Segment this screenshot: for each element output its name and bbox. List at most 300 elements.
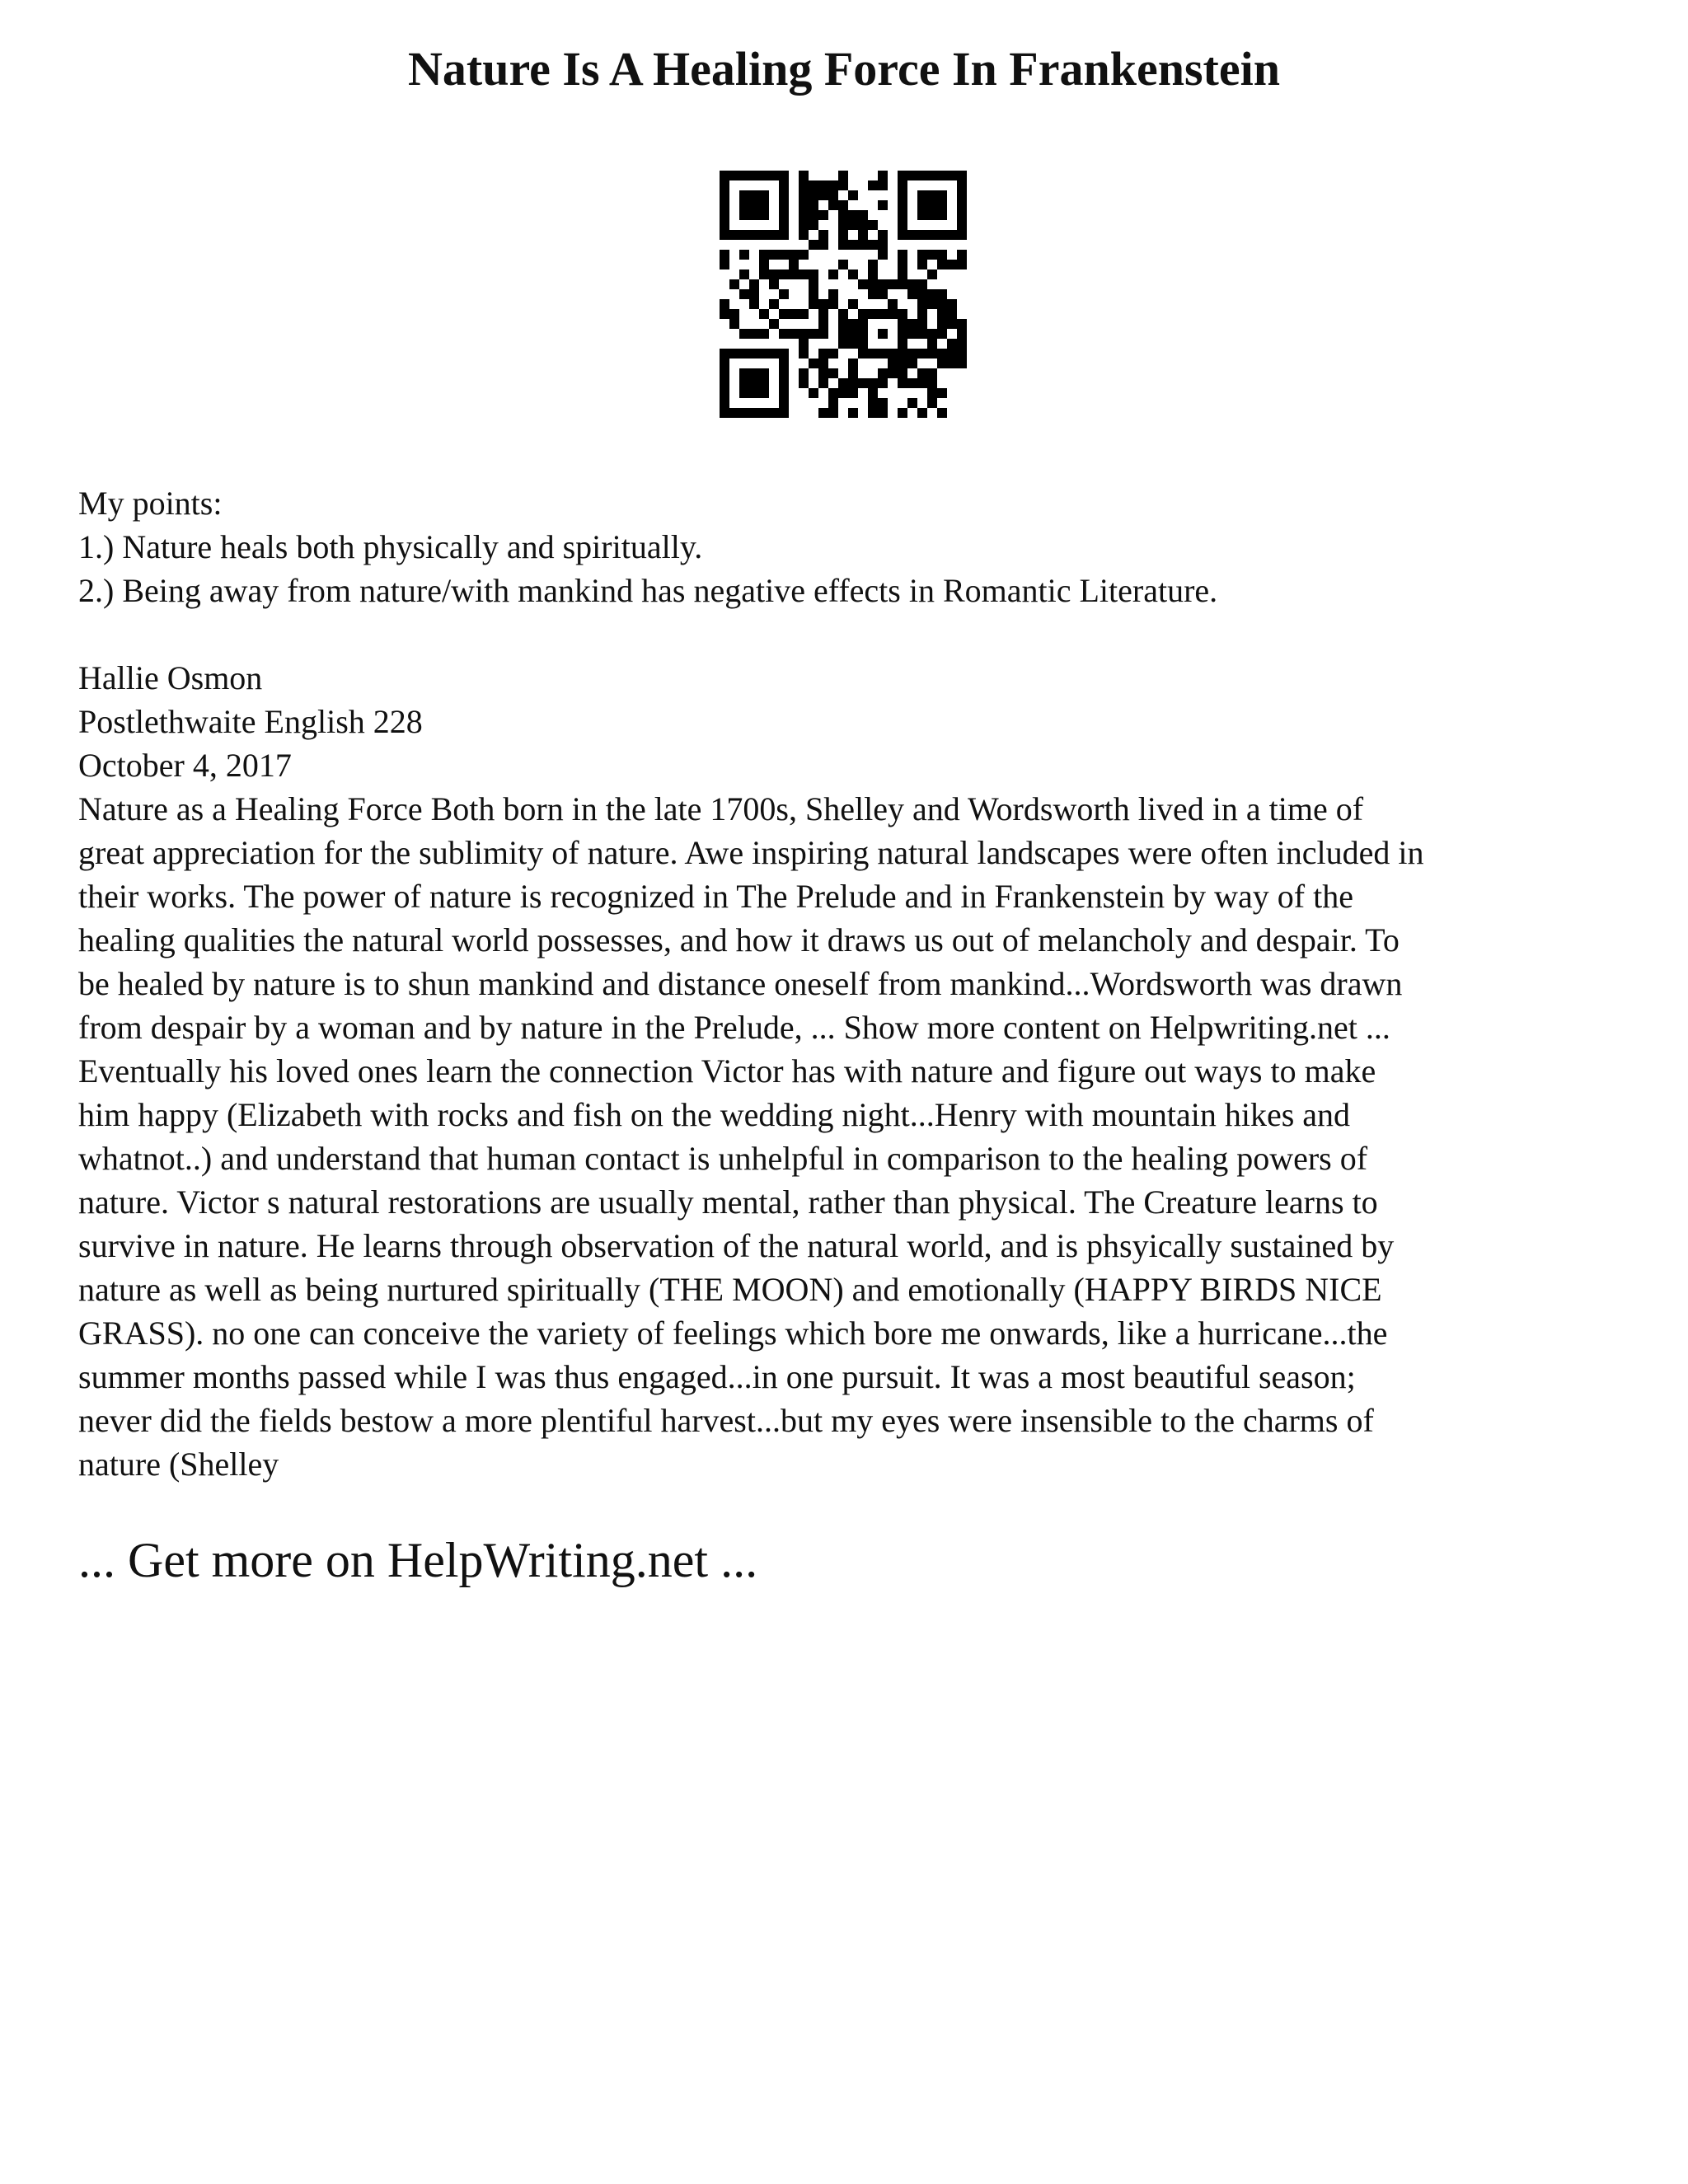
qr-module [799,180,809,190]
qr-module [779,309,789,319]
qr-module [739,230,749,240]
qr-module [917,190,927,200]
qr-module [769,171,779,180]
qr-module [749,289,759,299]
qr-module [828,200,838,210]
qr-module [848,210,858,220]
qr-module [858,240,868,250]
qr-module [878,250,888,260]
qr-module [878,408,888,418]
qr-module [749,299,759,309]
qr-module [799,269,809,279]
qr-module [868,260,878,269]
qr-module [809,388,818,398]
qr-module [898,279,907,289]
qr-module [828,408,838,418]
essay-line: nature (Shelley [78,1446,279,1483]
qr-module [868,220,878,230]
qr-module [927,329,937,339]
qr-module [937,349,947,359]
qr-module [917,349,927,359]
page-title: Nature Is A Healing Force In Frankenstein [408,42,1280,96]
qr-module [917,279,927,289]
qr-module [907,230,917,240]
qr-module [878,200,888,210]
qr-module [927,190,937,200]
qr-module [818,368,828,378]
qr-module [858,309,868,319]
qr-module [818,378,828,388]
qr-module [878,180,888,190]
qr-module [898,329,907,339]
qr-module [799,190,809,200]
qr-module [838,319,848,329]
qr-module [848,359,858,368]
essay-line: Nature as a Healing Force Both born in the late 1700s, Shelley and Wordsworth lived in a time of [78,790,1364,827]
qr-module [937,200,947,210]
qr-module [769,269,779,279]
qr-module [720,220,729,230]
qr-module [868,180,878,190]
qr-module [739,349,749,359]
qr-module [720,250,729,260]
qr-module [769,279,779,289]
qr-module [937,319,947,329]
qr-module [749,388,759,398]
qr-module [878,240,888,250]
qr-module [947,349,957,359]
qr-module [878,309,888,319]
essay-line-show-more: from despair by a woman and by nature in the Prelude, ... Show more content on Helpwriting.net ... [78,1009,1390,1046]
qr-module [818,210,828,220]
qr-module [799,250,809,260]
qr-module [878,368,888,378]
document-body [78,481,1628,1486]
qr-module [799,329,809,339]
qr-module [739,190,749,200]
qr-module [759,368,769,378]
qr-module [878,349,888,359]
qr-module [749,279,759,289]
qr-module [898,171,907,180]
qr-module [878,279,888,289]
qr-module [720,378,729,388]
qr-module [957,180,967,190]
qr-module [927,250,937,260]
qr-module [898,309,907,319]
qr-module [720,349,729,359]
essay-line: GRASS). no one can conceive the variety of feelings which bore me onwards, like a hurricane...the [78,1315,1388,1352]
qr-module [907,398,917,408]
qr-module [838,309,848,319]
qr-module [898,339,907,349]
qr-module [759,349,769,359]
qr-module [838,180,848,190]
qr-module [868,269,878,279]
qr-module [779,408,789,418]
qr-module [828,289,838,299]
qr-module [957,339,967,349]
qr-module [779,180,789,190]
qr-module [818,190,828,200]
qr-module [779,329,789,339]
qr-module [729,309,739,319]
qr-module [809,359,818,368]
qr-module [868,408,878,418]
qr-module [907,378,917,388]
qr-module [848,190,858,200]
qr-module [888,349,898,359]
qr-module [907,319,917,329]
qr-module [898,408,907,418]
qr-module [937,329,947,339]
qr-module [818,319,828,329]
qr-module [809,220,818,230]
qr-module [957,250,967,260]
qr-module [779,210,789,220]
point-item: 1.) Nature heals both physically and spiritually. [78,528,703,565]
qr-module [848,368,858,378]
qr-module [937,171,947,180]
qr-code-icon [720,171,967,418]
qr-module [917,260,927,269]
qr-module [749,230,759,240]
qr-module [828,368,838,378]
qr-module [917,319,927,329]
essay-line: nature as well as being nurtured spiritually (THE MOON) and emotionally (HAPPY BIRDS NICE [78,1271,1382,1308]
qr-module [828,269,838,279]
qr-module [720,171,729,180]
qr-module [779,220,789,230]
qr-module [779,349,789,359]
qr-module [799,220,809,230]
qr-module [957,230,967,240]
qr-module [720,260,729,269]
qr-module [809,200,818,210]
qr-module [848,269,858,279]
qr-module [898,200,907,210]
qr-module [868,289,878,299]
qr-module [739,388,749,398]
essay-line: summer months passed while I was thus engaged...in one pursuit. It was a most beautiful season; [78,1358,1356,1395]
qr-module [729,230,739,240]
qr-module [868,378,878,388]
qr-module [858,319,868,329]
qr-module [759,230,769,240]
qr-module [799,378,809,388]
qr-module [947,309,957,319]
qr-module [799,339,809,349]
qr-module [809,299,818,309]
qr-module [809,190,818,200]
qr-module [917,289,927,299]
qr-module [927,269,937,279]
qr-module [957,220,967,230]
qr-module [809,279,818,289]
qr-module [858,220,868,230]
course-name: Postlethwaite English 228 [78,703,423,740]
qr-module [848,378,858,388]
essay-date: October 4, 2017 [78,747,292,784]
qr-module [828,180,838,190]
get-more-link[interactable]: ... Get more on HelpWriting.net ... [78,1533,758,1587]
qr-module [858,349,868,359]
qr-module [818,309,828,319]
qr-module [828,349,838,359]
qr-module [947,260,957,269]
qr-module [779,289,789,299]
point-item: 2.) Being away from nature/with mankind has negative effects in Romantic Literature. [78,572,1218,609]
qr-module [838,210,848,220]
qr-module [907,279,917,289]
qr-module [957,200,967,210]
qr-module [779,200,789,210]
qr-module [818,240,828,250]
points-heading: My points: [78,485,223,522]
qr-module [720,309,729,319]
qr-module [868,309,878,319]
qr-module [927,210,937,220]
qr-module [878,329,888,339]
qr-module [779,230,789,240]
qr-module [848,220,858,230]
qr-module [729,319,739,329]
qr-module [898,260,907,269]
qr-module [729,171,739,180]
qr-module [898,210,907,220]
qr-module [927,349,937,359]
qr-module [878,230,888,240]
qr-module [809,240,818,250]
qr-module [799,230,809,240]
qr-module [799,368,809,378]
qr-module [818,359,828,368]
qr-module [878,398,888,408]
qr-module [739,250,749,260]
qr-module [720,230,729,240]
qr-module [937,210,947,220]
qr-module [838,388,848,398]
qr-module [749,171,759,180]
qr-module [858,230,868,240]
qr-module [838,200,848,210]
qr-module [917,250,927,260]
qr-module [759,329,769,339]
qr-module [769,408,779,418]
qr-module [739,210,749,220]
qr-module [809,210,818,220]
qr-module [809,329,818,339]
qr-module [848,319,858,329]
qr-module [809,289,818,299]
qr-module [759,260,769,269]
qr-module [759,309,769,319]
qr-module [917,408,927,418]
qr-module [759,250,769,260]
qr-module [779,250,789,260]
qr-module [917,230,927,240]
qr-module [878,171,888,180]
qr-module [749,368,759,378]
qr-module [799,171,809,180]
qr-module [917,309,927,319]
qr-module [888,279,898,289]
qr-module [759,210,769,220]
qr-module [729,349,739,359]
qr-module [858,279,868,289]
qr-module [858,339,868,349]
qr-module [789,250,799,260]
qr-module [947,359,957,368]
spacer [78,612,1628,656]
qr-module [749,329,759,339]
qr-module [809,269,818,279]
qr-module [898,250,907,260]
qr-module [818,230,828,240]
qr-module [739,408,749,418]
qr-module [739,171,749,180]
qr-module [957,260,967,269]
qr-module [769,299,779,309]
qr-module [947,299,957,309]
qr-module [888,309,898,319]
qr-module [868,388,878,398]
qr-module [957,359,967,368]
essay-line: whatnot..) and understand that human contact is unhelpful in comparison to the healing powers of [78,1140,1368,1177]
qr-module [848,240,858,250]
qr-module [868,349,878,359]
qr-module [927,200,937,210]
qr-module [789,269,799,279]
qr-module [769,349,779,359]
qr-module [927,378,937,388]
qr-module [898,368,907,378]
qr-module [858,329,868,339]
qr-module [720,368,729,378]
qr-module [799,349,809,359]
essay-line: great appreciation for the sublimity of nature. Awe inspiring natural landscapes were often included in [78,834,1424,871]
qr-module [927,398,937,408]
qr-module [720,190,729,200]
qr-module [917,329,927,339]
qr-module [878,378,888,388]
qr-module [898,378,907,388]
qr-module [828,388,838,398]
qr-module [858,210,868,220]
qr-module [838,260,848,269]
qr-module [828,299,838,309]
qr-module [749,378,759,388]
qr-module [937,299,947,309]
qr-module [838,230,848,240]
author-name: Hallie Osmon [78,659,263,696]
qr-module [957,190,967,200]
qr-module [720,398,729,408]
qr-module [838,240,848,250]
qr-module [927,289,937,299]
qr-module [720,299,729,309]
qr-module [828,190,838,200]
essay-line: survive in nature. He learns through observation of the natural world, and is phsyically sustained by [78,1227,1395,1264]
qr-module [947,339,957,349]
qr-module [779,398,789,408]
qr-module [838,339,848,349]
qr-module [937,190,947,200]
qr-module [937,260,947,269]
qr-module [749,210,759,220]
qr-module [937,388,947,398]
qr-module [888,299,898,309]
qr-module [739,269,749,279]
essay-line: Eventually his loved ones learn the connection Victor has with nature and figure out ways to make [78,1052,1376,1090]
qr-module [779,190,789,200]
qr-module [878,289,888,299]
qr-module [898,190,907,200]
qr-module [868,240,878,250]
qr-module [898,269,907,279]
qr-module [937,309,947,319]
qr-module [799,200,809,210]
qr-module [937,230,947,240]
qr-module [937,289,947,299]
qr-module [779,359,789,368]
qr-module [809,180,818,190]
qr-module [917,378,927,388]
qr-module [917,368,927,378]
qr-module [838,378,848,388]
qr-module [888,359,898,368]
qr-module [749,190,759,200]
qr-module [789,329,799,339]
qr-module [898,230,907,240]
qr-module [720,200,729,210]
qr-module [739,378,749,388]
qr-module [917,171,927,180]
qr-module [818,329,828,339]
qr-module [729,279,739,289]
qr-module [898,349,907,359]
qr-module [848,339,858,349]
qr-module [898,319,907,329]
essay-line: be healed by nature is to shun mankind and distance oneself from mankind...Wordsworth was drawn [78,965,1403,1002]
qr-module [838,220,848,230]
qr-module [957,319,967,329]
qr-module [729,408,739,418]
qr-module [907,359,917,368]
qr-module [779,171,789,180]
qr-module [720,388,729,398]
qr-module [898,359,907,368]
essay-line: nature. Victor s natural restorations are usually mental, rather than physical. The Creature learns to [78,1183,1378,1221]
qr-module [828,398,838,408]
qr-module [848,388,858,398]
qr-module [957,329,967,339]
qr-module [927,368,937,378]
qr-module [769,319,779,329]
qr-module [789,309,799,319]
essay-line: healing qualities the natural world possesses, and how it draws us out of melancholy and despair. To [78,921,1400,958]
qr-module [957,210,967,220]
qr-module [848,408,858,418]
qr-module [739,200,749,210]
qr-module [779,388,789,398]
qr-module [907,349,917,359]
qr-module [739,289,749,299]
qr-module [927,339,937,349]
qr-module [937,359,947,368]
qr-module [838,329,848,339]
qr-module [779,378,789,388]
